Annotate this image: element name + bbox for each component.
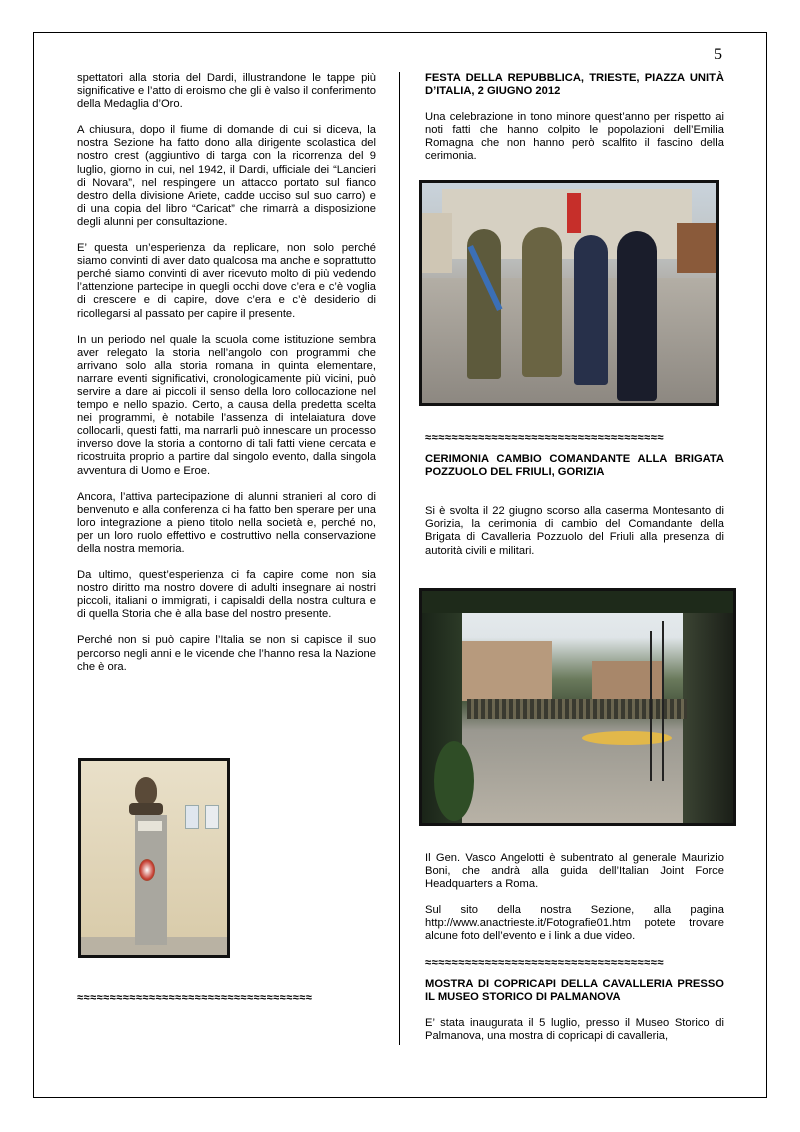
paragraph: Perché non si può capire l’Italia se non si capisce il suo percorso negli anni e le vicende che l’hanno resa la Nazione che è ora. [77, 634, 376, 673]
section-separator: ≈≈≈≈≈≈≈≈≈≈≈≈≈≈≈≈≈≈≈≈≈≈≈≈≈≈≈≈≈≈≈≈≈≈≈≈ [425, 956, 665, 969]
paragraph: E’ questa un’esperienza da replicare, non solo perché siamo convinti di aver dato qualcosa ma anche e soprattutto perché siamo convinti di aver ricevuto molto di più vedendo l’attenzione partecipe in quegli occhi dove c’era e c’è voglia di crescere e di capire, dove c’era e c’è desiderio di ricollegarsi al passato per capire il presente. [77, 242, 376, 320]
cambio-section [425, 432, 724, 571]
section-heading-cambio: CERIMONIA CAMBIO COMANDANTE ALLA BRIGATA POZZUOLO DEL FRIULI, GORIZIA [425, 453, 724, 479]
festa-repubblica-photo [419, 180, 719, 406]
left-column [77, 72, 376, 687]
section-heading-festa: FESTA DELLA REPUBBLICA, TRIESTE, PIAZZA UNITÀ D’ITALIA, 2 GIUGNO 2012 [425, 72, 724, 98]
section-separator: ≈≈≈≈≈≈≈≈≈≈≈≈≈≈≈≈≈≈≈≈≈≈≈≈≈≈≈≈≈≈≈≈≈≈≈≈ [425, 432, 665, 444]
paragraph: Il Gen. Vasco Angelotti è subentrato al generale Maurizio Boni, che andrà alla guida dell’Italian Joint Force Headquarters a Roma. [425, 852, 724, 891]
cambio-details [425, 852, 724, 1056]
paragraph: Da ultimo, quest’esperienza ci fa capire come non sia nostro diritto ma nostro dovere di adulti insegnare ai nostri piccoli, italiani o immigrati, i capisaldi della nostra cultura e di quella Storia che è alla base del nostro presente. [77, 569, 376, 621]
section-separator: ≈≈≈≈≈≈≈≈≈≈≈≈≈≈≈≈≈≈≈≈≈≈≈≈≈≈≈≈≈≈≈≈≈≈≈≈ [77, 992, 313, 1004]
paragraph: In un periodo nel quale la scuola come istituzione sembra aver relegato la storia nell’angolo con programmi che arrivano solo alla storia romana in quinta elementare, narrare eventi significativi, cronologicamente più vicini, può servire a dare ai piccoli il senso della loro collocazione nel tempo e nello spazio. Certo, a causa della predetta scelta nei programmi, è notabile l’assenza di intelaiatura dove collocarli, questi fatti, ma narrarli può innescare un processo inverso dove la storia a contorno di tali fatti viene cercata e ricostruita proprio a partire dal singolo evento, dalla singola avventura di Uomo e Eroe. [77, 333, 376, 477]
right-column [425, 72, 724, 177]
paragraph: Sul sito della nostra Sezione, alla pagina http://www.anactrieste.it/Fotografie01.htm potete trovare alcune foto dell’evento e i link a due video. [425, 904, 724, 943]
paragraph: A chiusura, dopo il fiume di domande di cui si diceva, la nostra Sezione ha fatto dono alla dirigente scolastica del nostro crest (aggiuntivo di targa con la ricorrenza del 9 luglio, giorno in cui, nel 1942, il Dardi, ufficiale dei “Lancieri di Novara”, nel respingere un attacco portato sul fianco destro della divisione Ariete, cadde ucciso sul suo carro) e di una copia del libro “Caricat” che rimarrà a disposizione degli alunni per consultazione. [77, 124, 376, 228]
page-number: 5 [714, 46, 722, 63]
column-divider [399, 72, 400, 1045]
paragraph: Si è svolta il 22 giugno scorso alla caserma Montesanto di Gorizia, la cerimonia di cambio del Comandante della Brigata di Cavalleria Pozzuolo del Friuli alla presenza di autorità civili e militari. [425, 505, 724, 557]
paragraph: E’ stata inaugurata il 5 luglio, presso il Museo Storico di Palmanova, una mostra di copricapi di cavalleria, [425, 1016, 724, 1042]
paragraph: spettatori alla storia del Dardi, illustrandone le tappe più significative e l’atto di eroismo che gli è valso il conferimento della Medaglia d’Oro. [77, 72, 376, 111]
section-heading-mostra: MOSTRA DI COPRICAPI DELLA CAVALLERIA PRESSO IL MUSEO STORICO DI PALMANOVA [425, 977, 724, 1003]
paragraph: Una celebrazione in tono minore quest’anno per rispetto ai noti fatti che hanno colpito le popolazioni dell’Emilia Romagna che non hanno però scalfito il fascino della cerimonia. [425, 111, 724, 163]
paragraph: Ancora, l’attiva partecipazione di alunni stranieri al coro di benvenuto e alla conferenza ci ha fatto ben sperare per una loro integrazione a pieno titolo nella società e, perché no, per un loro ruolo effettivo e costruttivo nella conservazione della nostra memoria. [77, 490, 376, 555]
cerimonia-cambio-photo [419, 588, 736, 826]
bust-memorial-photo [78, 758, 230, 958]
